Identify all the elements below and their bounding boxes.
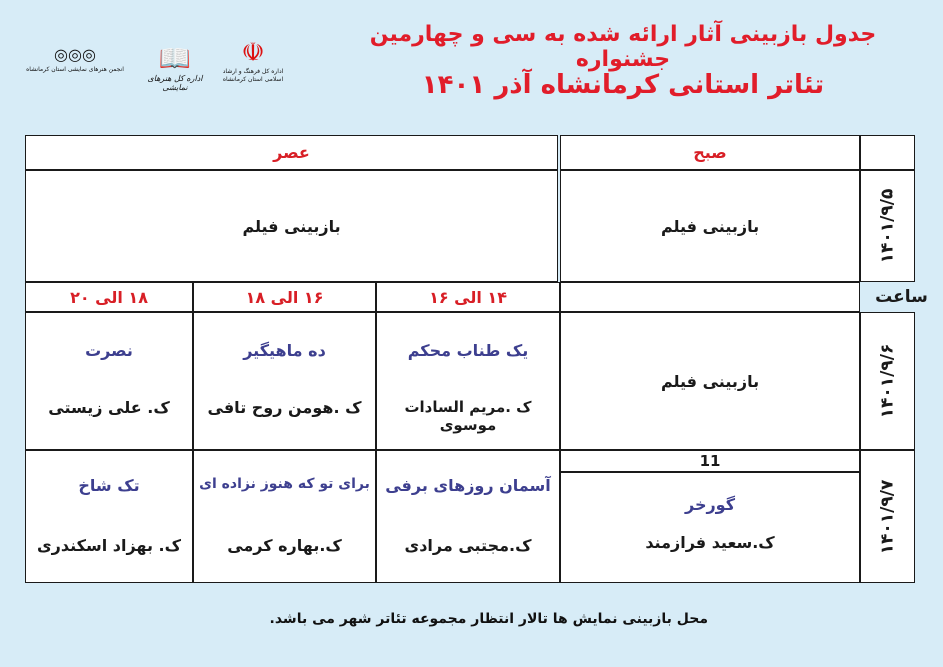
slot-3: ۱۸ الی ۲۰: [25, 282, 193, 312]
morning-time-empty: [560, 282, 860, 312]
emblem-icon: ☫: [241, 38, 265, 68]
show-title: ده ماهیگیر: [243, 341, 326, 360]
corner-cell: [860, 135, 915, 170]
day1-evening: بازبینی فیلم: [25, 170, 558, 282]
date-cell-day1: [860, 170, 915, 282]
day1-morning: بازبینی فیلم: [560, 170, 860, 282]
show-director: ک .مریم السادات موسوی: [404, 398, 532, 434]
show-title: گورخر: [684, 495, 736, 514]
day3-show-1: [376, 450, 560, 583]
show-director: ک .هومن روح تافی: [207, 398, 362, 417]
page-title-line1: جدول بازبینی آثار ارائه شده به سی و چهارمین جشنواره: [369, 22, 877, 72]
show-title: تک شاخ: [78, 476, 140, 495]
evening-header: عصر: [25, 135, 558, 170]
day2-show-2: [193, 312, 376, 450]
page-title-line2: تئاتر استانی کرمانشاه آذر ۱۴۰۱: [421, 70, 825, 100]
show-title: آسمان روزهای برفی: [385, 476, 551, 495]
footer-note: محل بازبینی نمایش ها تالار انتظار مجموعه تئاتر شهر می باشد.: [269, 611, 708, 627]
day3-show-2: [193, 450, 376, 583]
time-label: ساعت: [875, 287, 928, 307]
book-icon: 📖: [158, 44, 192, 74]
day2-morning: بازبینی فیلم: [560, 312, 860, 450]
show-director: ک.بهاره کرمی: [227, 536, 342, 555]
show-title: برای تو که هنوز نزاده ای: [199, 476, 370, 492]
date-day2: ۱۴۰۱/۹/۶: [877, 343, 898, 419]
date-cell-day3: [860, 450, 915, 583]
day3-show-3: [25, 450, 193, 583]
association-caption: انجمن هنرهای نمایشی استان کرمانشاه: [26, 66, 124, 73]
day2-show-3: [25, 312, 193, 450]
date-day1: ۱۴۰۱/۹/۵: [877, 188, 898, 264]
association-icon: ◎◎◎: [54, 45, 96, 64]
slot-1: ۱۴ الی ۱۶: [376, 282, 560, 312]
show-title: یک طناب محکم: [407, 341, 529, 360]
date-cell-day2: [860, 312, 915, 450]
slot-2: ۱۶ الی ۱۸: [193, 282, 376, 312]
show-director: ک.مجتبی مرادی: [404, 536, 532, 555]
day3-morning-show: [560, 472, 860, 583]
show-director: ک.سعید فرازمند: [645, 533, 775, 552]
morning-header: صبح: [560, 135, 860, 170]
day3-morning-time: 11: [560, 450, 860, 472]
show-director: ک. بهزاد اسکندری: [37, 536, 181, 555]
show-title: نصرت: [85, 341, 133, 360]
day2-show-1: [376, 312, 560, 450]
arts-caption: اداره کل هنرهای نمایشی: [147, 74, 203, 92]
date-day3: ۱۴۰۱/۹/۷: [877, 479, 898, 554]
show-director: ک. علی زیستی: [48, 398, 170, 417]
emblem-caption: اداره کل فرهنگ و ارشاد اسلامی استان کرمانشاه: [222, 68, 284, 83]
